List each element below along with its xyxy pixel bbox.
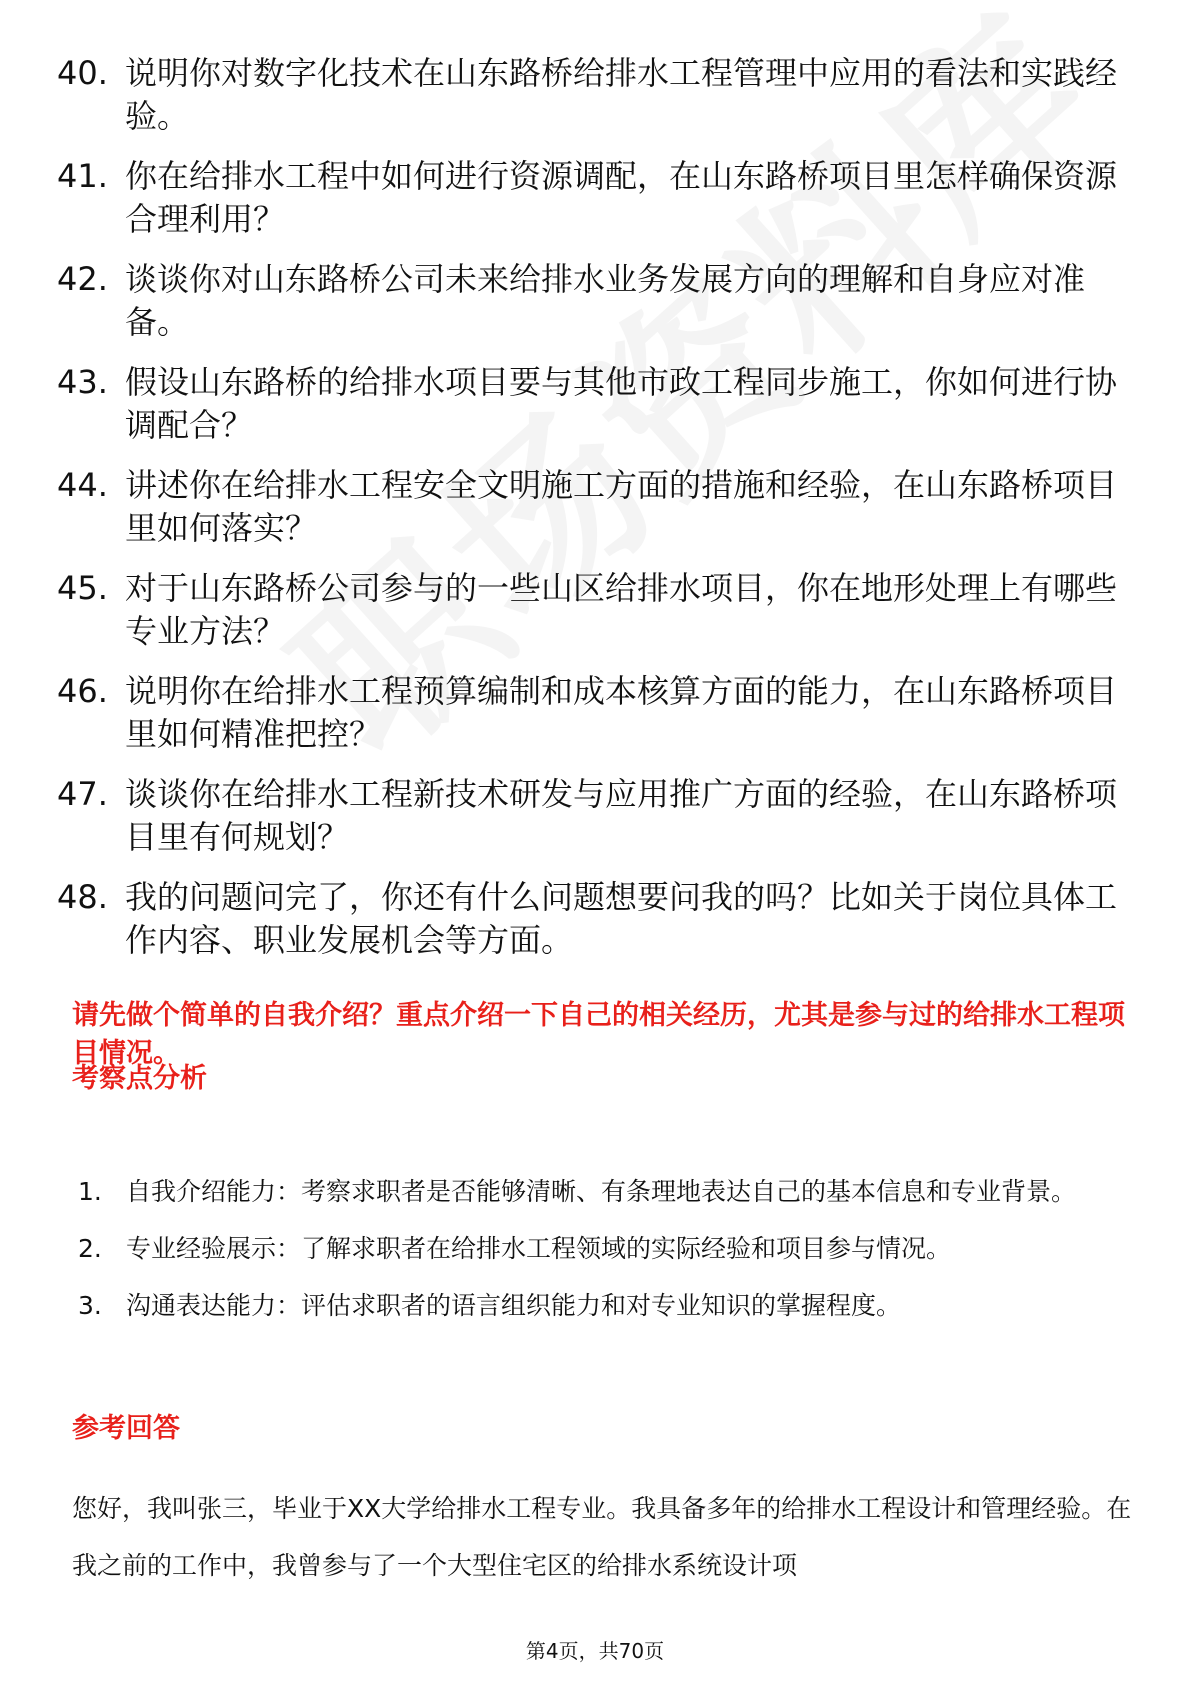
point-text: 沟通表达能力：评估求职者的语言组织能力和对专业知识的掌握程度。	[126, 1291, 902, 1320]
point-number: 1.	[78, 1177, 102, 1206]
reference-heading: 参考回答	[72, 1413, 180, 1444]
question-number: 46.	[57, 672, 108, 710]
question-text: 你在给排水工程中如何进行资源调配，在山东路桥项目里怎样确保资源合理利用？	[125, 157, 1118, 238]
question-text: 谈谈你在给排水工程新技术研发与应用推广方面的经验，在山东路桥项目里有何规划？	[125, 775, 1118, 856]
analysis-heading: 考察点分析	[72, 1063, 207, 1094]
list-item	[57, 52, 1137, 138]
point-number: 2.	[78, 1234, 102, 1263]
question-number: 44.	[57, 466, 108, 504]
question-number: 40.	[57, 54, 108, 92]
question-number: 41.	[57, 157, 108, 195]
question-number: 42.	[57, 260, 108, 298]
question-list	[57, 52, 1137, 979]
list-item	[57, 464, 1137, 550]
point-text: 自我介绍能力：考察求职者是否能够清晰、有条理地表达自己的基本信息和专业背景。	[126, 1177, 1077, 1206]
page-footer: 第4页，共70页	[525, 1639, 665, 1663]
question-text: 对于山东路桥公司参与的一些山区给排水项目，你在地形处理上有哪些专业方法？	[125, 569, 1118, 650]
list-item	[57, 876, 1137, 962]
list-item	[57, 567, 1137, 653]
list-item	[57, 155, 1137, 241]
question-text: 我的问题问完了，你还有什么问题想要问我的吗？比如关于岗位具体工作内容、职业发展机会等方面。	[125, 878, 1118, 959]
highlight-question: 请先做个简单的自我介绍？重点介绍一下自己的相关经历，尤其是参与过的给排水工程项目情况。	[72, 1000, 1125, 1069]
list-item	[57, 773, 1137, 859]
question-number: 45.	[57, 569, 108, 607]
list-item	[57, 258, 1137, 344]
question-text: 谈谈你对山东路桥公司未来给排水业务发展方向的理解和自身应对准备。	[125, 260, 1086, 341]
question-number: 48.	[57, 878, 108, 916]
question-text: 讲述你在给排水工程安全文明施工方面的措施和经验，在山东路桥项目里如何落实？	[125, 466, 1118, 547]
point-text: 专业经验展示：了解求职者在给排水工程领域的实际经验和项目参与情况。	[126, 1234, 952, 1263]
list-item	[78, 1277, 1138, 1334]
reference-answer: 您好，我叫张三，毕业于XX大学给排水工程专业。我具备多年的给排水工程设计和管理经验。在我之前的工作中，我曾参与了一个大型住宅区的给排水系统设计项	[72, 1494, 1132, 1580]
question-text: 说明你在给排水工程预算编制和成本核算方面的能力，在山东路桥项目里如何精准把控？	[125, 672, 1118, 753]
list-item	[57, 361, 1137, 447]
list-item	[78, 1220, 1138, 1277]
list-item	[78, 1163, 1138, 1220]
question-number: 47.	[57, 775, 108, 813]
question-text: 假设山东路桥的给排水项目要与其他市政工程同步施工，你如何进行协调配合？	[125, 363, 1118, 444]
question-number: 43.	[57, 363, 108, 401]
list-item	[57, 670, 1137, 756]
analysis-list	[78, 1163, 1138, 1334]
question-text: 说明你对数字化技术在山东路桥给排水工程管理中应用的看法和实践经验。	[125, 54, 1118, 135]
point-number: 3.	[78, 1291, 102, 1320]
